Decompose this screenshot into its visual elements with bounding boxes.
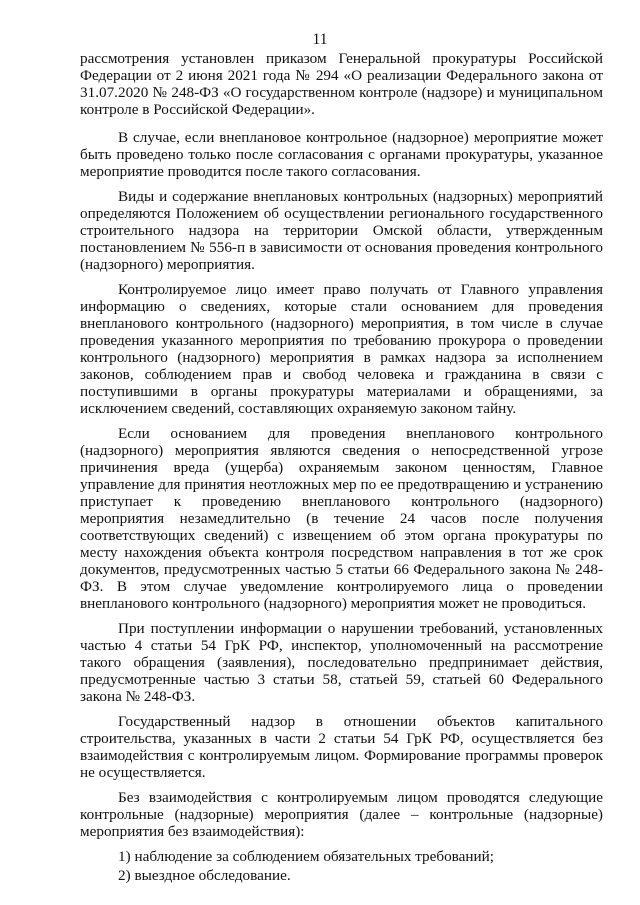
paragraph: Государственный надзор в отношении объектов капитального строительства, указанных в части 2 статьи 54 ГрК РФ, осуществляется без взаимодействия с контролируемым лицом. Формирование программы проверок не осуществляется. [80,713,603,781]
paragraph: При поступлении информации о нарушении требований, установленных частью 4 статьи 54 ГрК РФ, инспектор, уполномоченный на рассмотрение такого обращения (заявления), последовательно предпринимает действия, предусмотренные частью 3 статьи 58, статьей 59, статьей 60 Федерального закона № 248-ФЗ. [80,620,603,705]
paragraph: Без взаимодействия с контролируемым лицом проводятся следующие контрольные (надзорные) мероприятия (далее – контрольные (надзорные) мероприятия без взаимодействия): [80,789,603,840]
list-item: 2) выездное обследование. [118,867,291,884]
paragraph: рассмотрения установлен приказом Генеральной прокуратуры Российской Федерации от 2 июня 2021 года № 294 «О реализации Федерального закона от 31.07.2020 № 248-ФЗ «О государственном контроле (надзоре) и муниципальном контроле в Российской Федерации». [80,50,603,118]
paragraph: Контролируемое лицо имеет право получать от Главного управления информацию о сведениях, которые стали основанием для проведения внепланового контрольного (надзорного) мероприятия, в том числе в случае проведения указанного мероприятия по требованию прокурора о проведении контрольного (надзорного) мероприятия в рамках надзора за исполнением законов, соблюдением прав и свобод человека и гражданина в связи с поступившими в органы прокуратуры материалами и обращениями, за исключением сведений, составляющих охраняемую законом тайну. [80,281,603,417]
page-number: 11 [312,31,328,48]
paragraph: В случае, если внеплановое контрольное (надзорное) мероприятие может быть проведено только после согласования с органами прокуратуры, указанное мероприятие проводится после такого согласования. [80,129,603,180]
list-item: 1) наблюдение за соблюдением обязательных требований; [118,848,494,865]
paragraph: Если основанием для проведения внепланового контрольного (надзорного) мероприятия являются сведения о непосредственной угрозе причинения вреда (ущерба) охраняемым законом ценностям, Главное управление для принятия неотложных мер по ее предотвращению и устранению приступает к проведению внепланового контрольного (надзорного) мероприятия незамедлительно (в течение 24 часов после получения соответствующих сведений) с извещением об этом органа прокуратуры по месту нахождения объекта контроля посредством направления в тот же срок документов, предусмотренных частью 5 статьи 66 Федерального закона № 248-ФЗ. В этом случае уведомление контролируемого лица о проведении внепланового контрольного (надзорного) мероприятия может не проводиться. [80,425,603,612]
paragraph: Виды и содержание внеплановых контрольных (надзорных) мероприятий определяются Положением об осуществлении регионального государственного строительного надзора на территории Омской области, утвержденным постановлением № 556-п в зависимости от основания проведения контрольного (надзорного) мероприятия. [80,188,603,273]
document-body [80,50,603,886]
